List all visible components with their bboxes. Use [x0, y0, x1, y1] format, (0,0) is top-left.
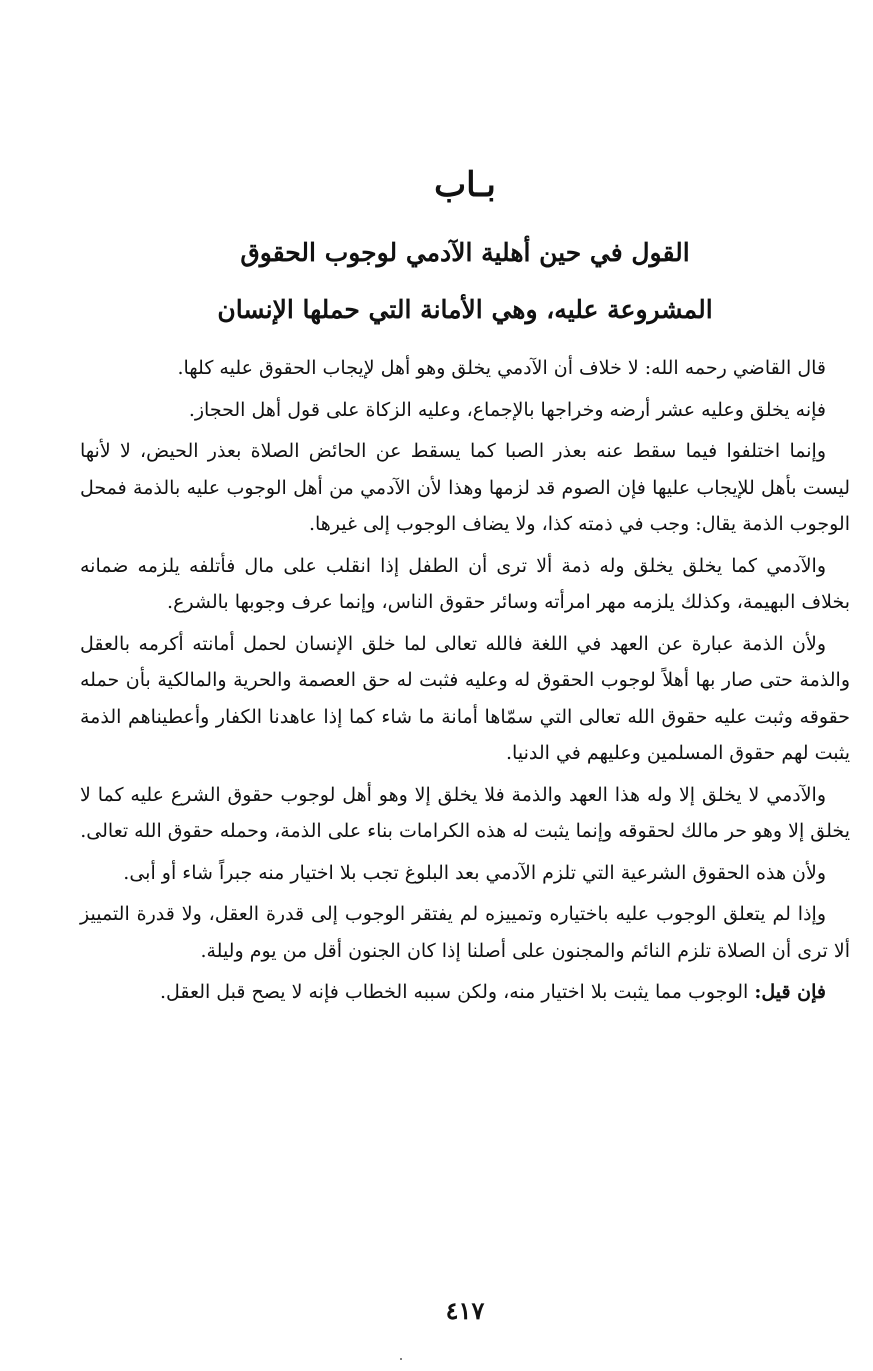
paragraph-objection: [80, 974, 850, 1011]
paragraph: قال القاضي رحمه الله: لا خلاف أن الآدمي يخلق وهو أهل لإيجاب الحقوق عليه كلها.: [177, 357, 826, 379]
section-title-line-2: المشروعة عليه، وهي الأمانة التي حملها الإنسان: [217, 295, 713, 324]
objection-label: فإن قيل:: [754, 981, 826, 1003]
paragraph: والآدمي لا يخلق إلا وله هذا العهد والذمة فلا يخلق إلا وهو أهل لوجوب حقوق الشرع عليه كما لا يخلق إلا وهو حر مالك لحقوقه وإنما يثبت له هذه الكرامات بناء على الذمة، وحمله حقوق الله تعالى.: [80, 783, 850, 842]
scan-speck: [400, 1358, 402, 1360]
paragraph: فإنه يخلق وعليه عشر أرضه وخراجها بالإجماع، وعليه الزكاة على قول أهل الحجاز.: [188, 398, 826, 421]
chapter-heading: بـاب: [434, 165, 496, 205]
paragraph: وإذا لم يتعلق الوجوب عليه باختياره وتمييزه لم يفتقر الوجوب إلى قدرة العقل، ولا قدرة التمييز ألا ترى أن الصلاة تلزم النائم والمجنون على أصلنا إذا كان الجنون أقل من يوم وليلة.: [80, 903, 850, 962]
paragraph: ولأن الذمة عبارة عن العهد في اللغة فالله تعالى لما خلق الإنسان لحمل أمانته أكرمه بالعقل والذمة حتى صار بها أهلاً لوجوب الحقوق له وعليه فثبت له حق العصمة والحرية والمالكية بأن حمله حقوقه وثبت عليه حقوق الله تعالى التي سمّاها أمانة ما شاء كما إذا عاهدنا الكفار وأعطيناهم الذمة يثبت لهم حقوق المسلمين وعليهم في الدنيا.: [80, 632, 850, 764]
body-text: [80, 350, 850, 1016]
page-number: ٤١٧: [445, 1296, 485, 1325]
paragraph: والآدمي كما يخلق يخلق وله ذمة ألا ترى أن الطفل إذا انقلب على مال فأتلفه يلزمه ضمانه بخلاف البهيمة، وكذلك يلزمه مهر امرأته وسائر حقوق الناس، وإنما عرف وجوبها بالشرع.: [80, 554, 850, 613]
paragraph: وإنما اختلفوا فيما سقط عنه بعذر الصبا كما يسقط عن الحائض الصلاة بعذر الحيض، لا لأنها ليست بأهل للإيجاب عليها فإن الصوم قد لزمها وهذا لأن الآدمي من أهل الوجوب عليه بالذمة فمحل الوجوب الذمة يقال: وجب في ذمته كذا، ولا يضاف الوجوب إلى غيرها.: [80, 440, 850, 535]
objection-text: الوجوب مما يثبت بلا اختيار منه، ولكن سببه الخطاب فإنه لا يصح قبل العقل.: [159, 981, 755, 1003]
paragraph: ولأن هذه الحقوق الشرعية التي تلزم الآدمي بعد البلوغ تجب بلا اختيار منه جبراً شاء أو أبى.: [123, 861, 826, 884]
section-title-line-1: القول في حين أهلية الآدمي لوجوب الحقوق: [240, 238, 690, 267]
